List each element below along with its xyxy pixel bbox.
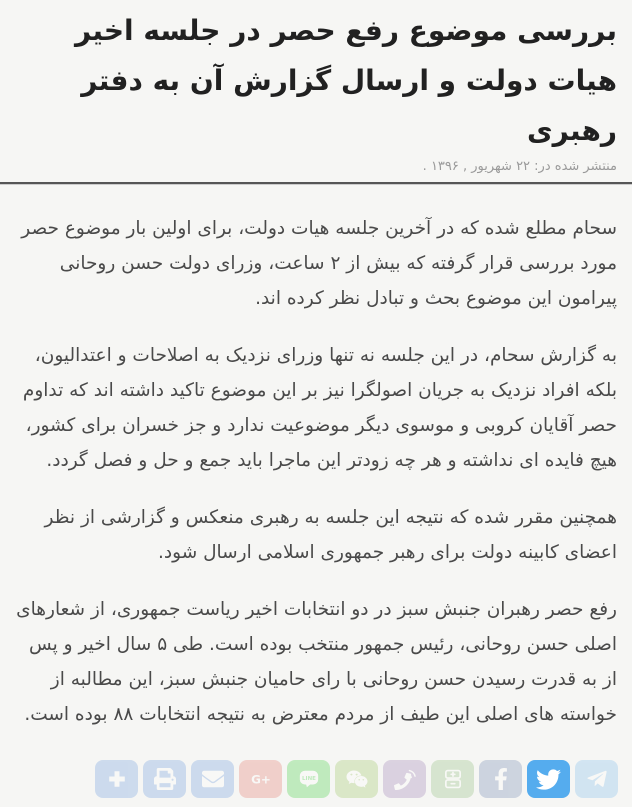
article-paragraph: همچنین مقرر شده که نتیجه این جلسه به رهبری منعکس و گزارشی از نظر اعضای کابینه دولت برای رهبر جمهوری اسلامی ارسال شود. bbox=[44, 507, 617, 564]
share-telegram-button[interactable] bbox=[575, 760, 618, 798]
svg-text:G+: G+ bbox=[250, 773, 271, 788]
phone-icon bbox=[394, 768, 416, 790]
share-line-button[interactable] bbox=[287, 760, 330, 798]
share-viber-button[interactable] bbox=[383, 760, 426, 798]
balatarin-icon bbox=[442, 768, 464, 790]
share-twitter-button[interactable] bbox=[527, 760, 570, 798]
facebook-icon bbox=[490, 768, 512, 790]
plus-icon bbox=[106, 768, 128, 790]
line-icon bbox=[298, 768, 320, 790]
twitter-icon bbox=[536, 767, 561, 792]
wechat-icon bbox=[346, 768, 368, 790]
svg-text:LINE: LINE bbox=[301, 776, 316, 783]
share-google-plus-button[interactable] bbox=[239, 760, 282, 798]
publish-date: منتشر شده در: ۲۲ شهریور , ۱۳۹۶ . bbox=[422, 159, 617, 175]
article-body bbox=[0, 185, 632, 754]
share-email-button[interactable] bbox=[191, 760, 234, 798]
article-paragraph: سحام مطلع شده که در آخرین جلسه هیات دولت، برای اولین بار موضوع حصر مورد بررسی قرار گرفته که بیش از ۲ ساعت، وزرای دولت حسن روحانی پیرامون این موضوع بحث و تبادل نظر کرده اند. bbox=[21, 218, 617, 310]
share-wechat-button[interactable] bbox=[335, 760, 378, 798]
share-print-button[interactable] bbox=[143, 760, 186, 798]
article-paragraph: رفع حصر رهبران جنبش سبز در دو انتخابات اخیر ریاست جمهوری، از شعارهای اصلی حسن روحانی، رئیس جمهور منتخب بوده است. طی ۵ سال اخیر و پس از به قدرت رسیدن حسن روحانی با رای حامیان جنبش سبز، این مطالبه از خواسته های اصلی این طیف از مردم معترض به نتیجه انتخابات ۸۸ بوده است. bbox=[16, 599, 617, 726]
article-title: بررسی موضوع رفع حصر در جلسه اخیر هیات دولت و ارسال گزارش آن به دفتر رهبری bbox=[75, 14, 617, 147]
article-paragraph: به گزارش سحام، در این جلسه نه تنها وزرای نزدیک به اصلاحات و اعتدالیون، بلکه افراد نزدیک به جریان اصولگرا نیز بر این موضوع تاکید داشته اند که تداوم حصر آقایان کروبی و موسوی دیگر موضوعیت ندارد و جز خسران برای کشور، هیچ فایده ای نداشته و هر چه زودتر این ماجرا باید جمع و حل و فصل گردد. bbox=[22, 345, 617, 472]
share-toolbar bbox=[0, 760, 632, 807]
telegram-icon bbox=[586, 768, 608, 790]
share-plus-button[interactable] bbox=[95, 760, 138, 798]
printer-icon bbox=[154, 768, 176, 790]
share-balatarin-button[interactable] bbox=[431, 760, 474, 798]
share-facebook-button[interactable] bbox=[479, 760, 522, 798]
envelope-icon bbox=[202, 768, 224, 790]
google-plus-icon bbox=[250, 768, 272, 790]
